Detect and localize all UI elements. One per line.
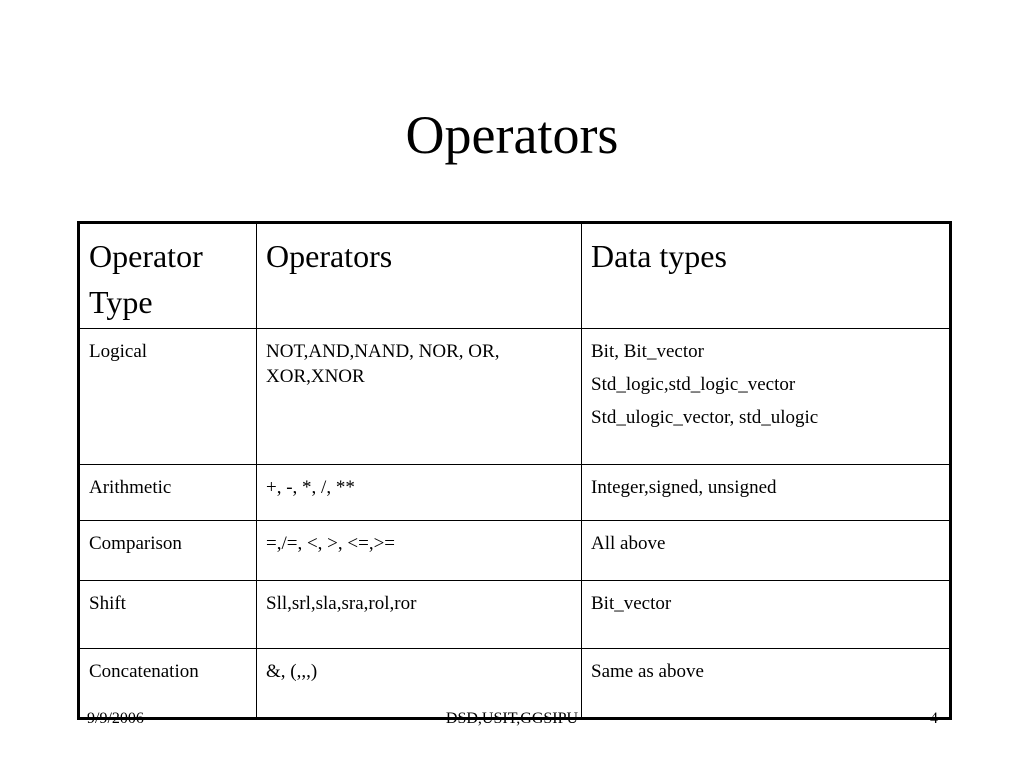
table-row: [79, 521, 951, 581]
cell-operator-type: Arithmetic: [79, 465, 257, 521]
data-type-line: All above: [591, 533, 666, 554]
header-data-types: Data types: [582, 223, 951, 329]
operators-table: [77, 221, 952, 720]
cell-operators: NOT,AND,NAND, NOR, OR, XOR,XNOR: [257, 329, 582, 465]
data-type-line: Std_ulogic_vector, std_ulogic: [591, 407, 819, 428]
table-header-row: [79, 223, 951, 329]
footer-page-number: 4: [930, 710, 938, 727]
table-row: [79, 465, 951, 521]
cell-operator-type: Comparison: [79, 521, 257, 581]
footer-date: 9/9/2006: [87, 710, 144, 727]
table-row: [79, 329, 951, 465]
data-type-line: Std_logic,std_logic_vector: [591, 374, 796, 395]
cell-operator-type: Shift: [79, 581, 257, 649]
cell-operator-type: Logical: [79, 329, 257, 465]
header-operator-type: Operator Type: [79, 223, 257, 329]
data-type-line: Same as above: [591, 661, 704, 682]
cell-data-types: [582, 465, 951, 521]
data-type-line: Integer,signed, unsigned: [591, 477, 777, 498]
cell-data-types: [582, 521, 951, 581]
data-type-line: Bit, Bit_vector: [591, 341, 704, 362]
header-operators: Operators: [257, 223, 582, 329]
cell-operators: &, (,,,): [257, 649, 582, 719]
slide-footer: [0, 707, 1024, 731]
slide-title: Operators: [405, 105, 619, 165]
cell-data-types: [582, 329, 951, 465]
cell-operators: =,/=, <, >, <=,>=: [257, 521, 582, 581]
cell-operators: +, -, *, /, **: [257, 465, 582, 521]
cell-data-types: [582, 581, 951, 649]
footer-course: DSD,USIT,GGSIPU: [445, 710, 579, 727]
cell-operators: Sll,srl,sla,sra,rol,ror: [257, 581, 582, 649]
data-type-line: Bit_vector: [591, 593, 672, 614]
cell-operator-type: Concatenation: [79, 649, 257, 719]
table-row: [79, 581, 951, 649]
